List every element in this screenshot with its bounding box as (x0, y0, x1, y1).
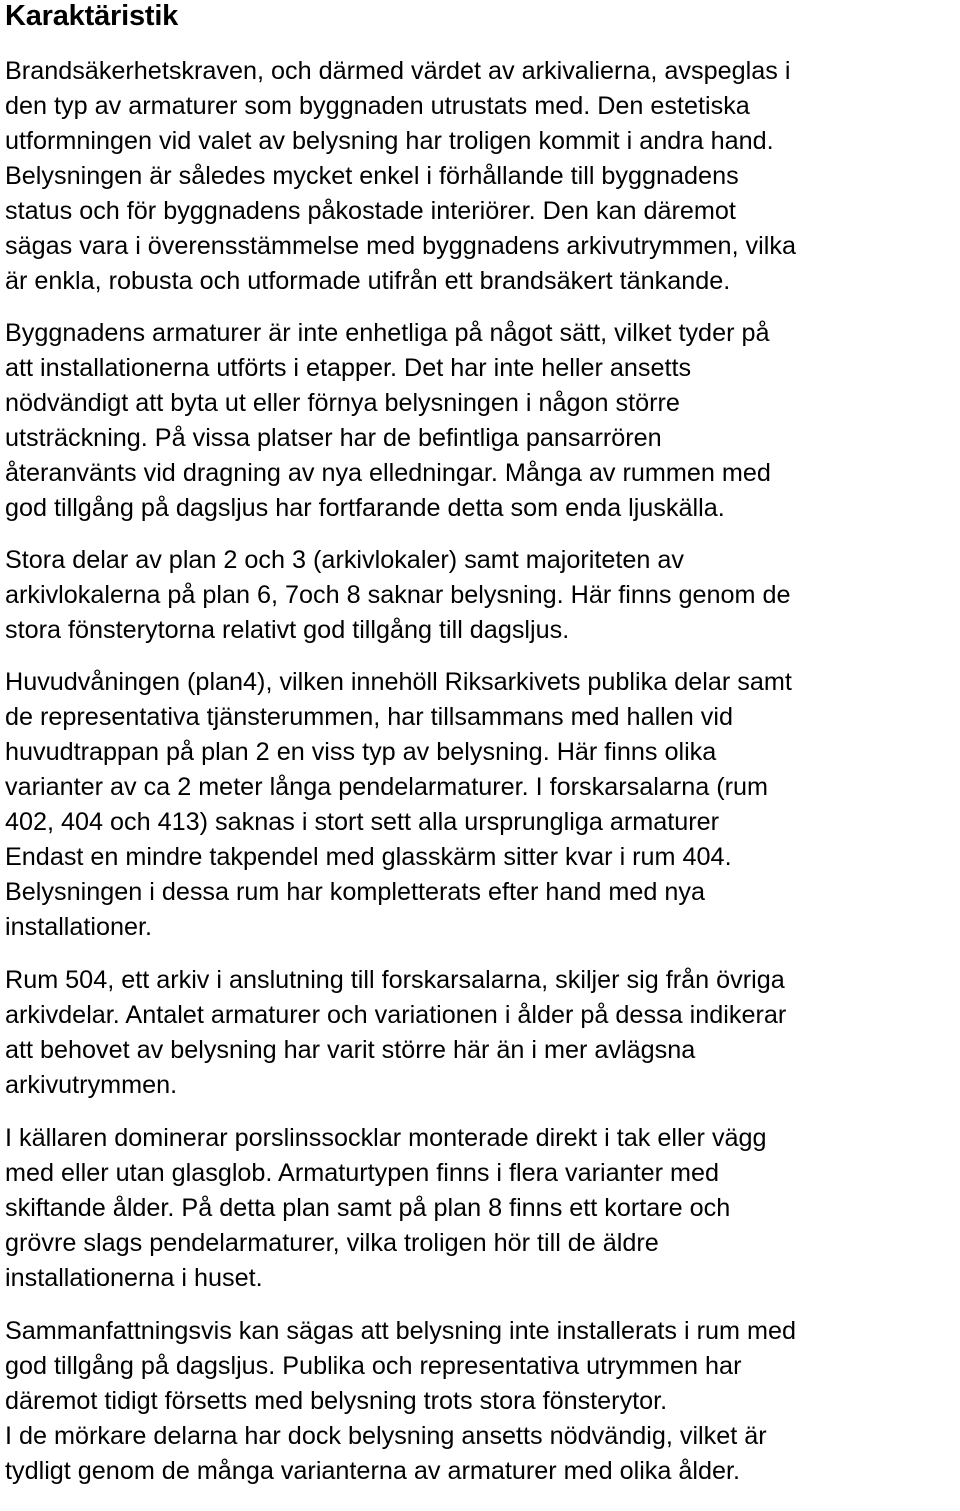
text-line: I de mörkare delarna har dock belysning ansetts nödvändig, vilket är (5, 1422, 767, 1450)
text-line: tydligt genom de många varianterna av armaturer med olika ålder. (5, 1457, 741, 1485)
text-line: utformningen vid valet av belysning har troligen kommit i andra hand. (5, 127, 774, 155)
text-line: I källaren dominerar porslinssocklar monterade direkt i tak eller vägg (5, 1124, 767, 1152)
text-line: Byggnadens armaturer är inte enhetliga på något sätt, vilket tyder på (5, 319, 770, 347)
text-line: varianter av ca 2 meter långa pendelarmaturer. I forskarsalarna (rum (5, 773, 768, 801)
text-line: att behovet av belysning har varit större här än i mer avlägsna (5, 1036, 696, 1064)
text-line: däremot tidigt försetts med belysning trots stora fönsterytor. (5, 1387, 668, 1415)
paragraph-summary (5, 1314, 960, 1419)
paragraph-room-504 (5, 963, 960, 1103)
text-line: god tillgång på dagsljus har fortfarande detta som enda ljuskälla. (5, 494, 725, 522)
text-line: huvudtrappan på plan 2 en viss typ av belysning. Här finns olika (5, 738, 717, 766)
text-line: arkivutrymmen. (5, 1071, 178, 1099)
text-line: skiftande ålder. På detta plan samt på plan 8 finns ett kortare och (5, 1194, 731, 1222)
text-line: arkivlokalerna på plan 6, 7och 8 saknar belysning. Här finns genom de (5, 581, 791, 609)
text-line: grövre slags pendelarmaturer, vilka troligen hör till de äldre (5, 1229, 659, 1257)
text-line: Stora delar av plan 2 och 3 (arkivlokaler) samt majoriteten av (5, 546, 684, 574)
text-line: återanvänts vid dragning av nya elledningar. Många av rummen med (5, 459, 771, 487)
text-line: nödvändigt att byta ut eller förnya belysningen i någon större (5, 389, 680, 417)
text-line: att installationerna utförts i etapper. Det har inte heller ansetts (5, 354, 692, 382)
text-line: utsträckning. På vissa platser har de befintliga pansarrören (5, 424, 662, 452)
text-line: Huvudvåningen (plan4), vilken innehöll Riksarkivets publika delar samt (5, 668, 792, 696)
text-line: den typ av armaturer som byggnaden utrustats med. Den estetiska (5, 92, 750, 120)
text-line: är enkla, robusta och utformade utifrån ett brandsäkert tänkande. (5, 267, 731, 295)
paragraph-darker-areas (5, 1419, 960, 1489)
text-line: sägas vara i överensstämmelse med byggnadens arkivutrymmen, vilka (5, 232, 796, 260)
text-line: arkivdelar. Antalet armaturer och variationen i ålder på dessa indikerar (5, 1001, 787, 1029)
paragraph-main-floor (5, 665, 960, 945)
text-line: Belysningen är således mycket enkel i förhållande till byggnadens (5, 162, 739, 190)
section-heading: Karaktäristik (5, 0, 179, 32)
text-line: status och för byggnadens påkostade interiörer. Den kan däremot (5, 197, 736, 225)
paragraph-basement (5, 1121, 960, 1296)
text-line: 402, 404 och 413) saknas i stort sett alla ursprungliga armaturer (5, 808, 720, 836)
text-line: stora fönsterytorna relativt god tillgång till dagsljus. (5, 616, 570, 644)
text-line: god tillgång på dagsljus. Publika och representativa utrymmen har (5, 1352, 742, 1380)
text-line: Belysningen i dessa rum har kompletterats efter hand med nya (5, 878, 706, 906)
text-line: Sammanfattningsvis kan sägas att belysning inte installerats i rum med (5, 1317, 796, 1345)
paragraph-fire-safety (5, 54, 960, 299)
text-line: Endast en mindre takpendel med glasskärm sitter kvar i rum 404. (5, 843, 732, 871)
text-line: installationer. (5, 913, 153, 941)
document-page (5, 0, 960, 1489)
text-line: installationerna i huset. (5, 1264, 263, 1292)
text-line: Brandsäkerhetskraven, och därmed värdet av arkivalierna, avspeglas i (5, 57, 791, 85)
text-line: de representativa tjänsterummen, har tillsammans med hallen vid (5, 703, 733, 731)
text-line: med eller utan glasglob. Armaturtypen finns i flera varianter med (5, 1159, 720, 1187)
text-line: Rum 504, ett arkiv i anslutning till forskarsalarna, skiljer sig från övriga (5, 966, 785, 994)
paragraph-fixtures (5, 316, 960, 526)
paragraph-archive-floors (5, 543, 960, 648)
